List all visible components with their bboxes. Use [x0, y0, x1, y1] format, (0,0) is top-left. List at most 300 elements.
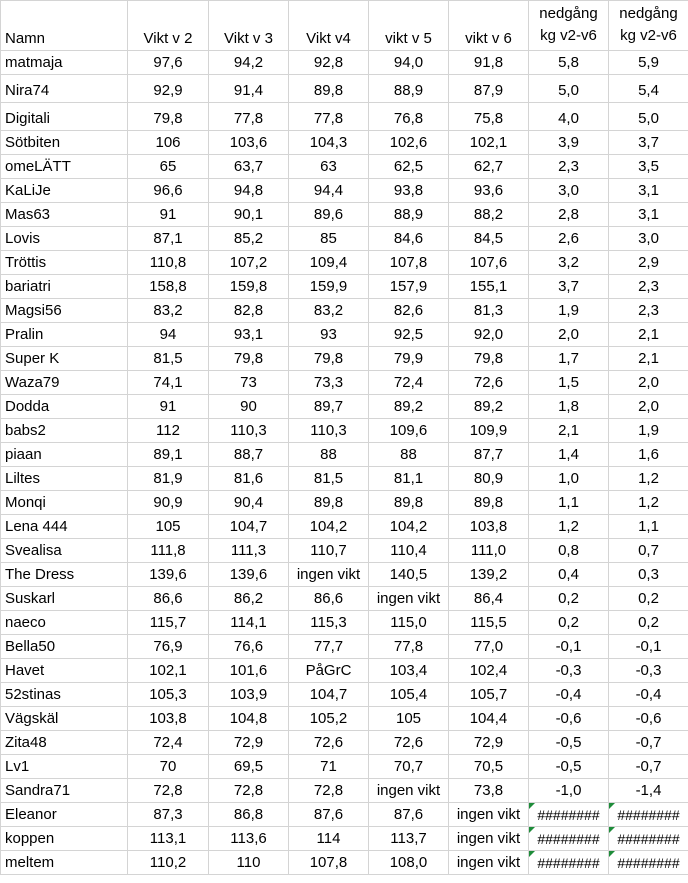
header-v5[interactable]: vikt v 5: [369, 1, 449, 51]
cell-weight-v6[interactable]: 104,4: [449, 707, 529, 731]
cell-loss-1[interactable]: 1,2: [529, 515, 609, 539]
cell-loss-2[interactable]: 1,2: [609, 467, 688, 491]
cell-loss-1[interactable]: 0,2: [529, 587, 609, 611]
cell-loss-1[interactable]: 0,2: [529, 611, 609, 635]
cell-weight-v6[interactable]: 77,0: [449, 635, 529, 659]
cell-weight-v3[interactable]: 103,9: [209, 683, 289, 707]
cell-weight-v5[interactable]: 108,0: [369, 851, 449, 875]
cell-weight-v5[interactable]: 105,4: [369, 683, 449, 707]
cell-weight-v6[interactable]: ingen vikt: [449, 803, 529, 827]
cell-loss-1[interactable]: 1,5: [529, 371, 609, 395]
cell-weight-v5[interactable]: 157,9: [369, 275, 449, 299]
cell-loss-2[interactable]: 2,1: [609, 323, 688, 347]
cell-weight-v4[interactable]: 72,8: [289, 779, 369, 803]
cell-loss-1[interactable]: 2,6: [529, 227, 609, 251]
cell-loss-1[interactable]: 3,7: [529, 275, 609, 299]
cell-weight-v3[interactable]: 107,2: [209, 251, 289, 275]
table-row: [1, 635, 688, 659]
cell-weight-v6[interactable]: 91,8: [449, 51, 529, 75]
cell-loss-1[interactable]: 5,8: [529, 51, 609, 75]
cell-weight-v5[interactable]: 84,6: [369, 227, 449, 251]
cell-weight-v4[interactable]: 114: [289, 827, 369, 851]
cell-loss-2[interactable]: 2,0: [609, 371, 688, 395]
cell-weight-v2[interactable]: 105,3: [128, 683, 209, 707]
cell-weight-v2[interactable]: 91: [128, 395, 209, 419]
cell-weight-v2[interactable]: 110,2: [128, 851, 209, 875]
cell-weight-v5[interactable]: 82,6: [369, 299, 449, 323]
cell-name[interactable]: Zita48: [1, 731, 128, 755]
cell-name[interactable]: bariatri: [1, 275, 128, 299]
cell-weight-v2[interactable]: 65: [128, 155, 209, 179]
cell-loss-1[interactable]: 4,0: [529, 103, 609, 131]
cell-weight-v4[interactable]: 104,7: [289, 683, 369, 707]
cell-loss-2[interactable]: 2,1: [609, 347, 688, 371]
overflow-value: ########: [537, 807, 600, 823]
cell-weight-v4[interactable]: 107,8: [289, 851, 369, 875]
cell-weight-v3[interactable]: 114,1: [209, 611, 289, 635]
cell-weight-v5[interactable]: 88: [369, 443, 449, 467]
cell-weight-v6[interactable]: 88,2: [449, 203, 529, 227]
cell-weight-v5[interactable]: 89,2: [369, 395, 449, 419]
cell-weight-v2[interactable]: 102,1: [128, 659, 209, 683]
error-indicator-icon: [529, 851, 535, 857]
cell-loss-1[interactable]: [529, 827, 609, 851]
cell-loss-1[interactable]: 0,8: [529, 539, 609, 563]
cell-weight-v4[interactable]: 72,6: [289, 731, 369, 755]
cell-loss-2[interactable]: 0,2: [609, 587, 688, 611]
cell-weight-v4[interactable]: 88: [289, 443, 369, 467]
cell-name[interactable]: Monqi: [1, 491, 128, 515]
table-row: [1, 659, 688, 683]
cell-weight-v3[interactable]: 104,7: [209, 515, 289, 539]
cell-loss-2[interactable]: -0,7: [609, 755, 688, 779]
cell-weight-v3[interactable]: 86,2: [209, 587, 289, 611]
cell-weight-v3[interactable]: 139,6: [209, 563, 289, 587]
cell-weight-v4[interactable]: 94,4: [289, 179, 369, 203]
cell-weight-v3[interactable]: 77,8: [209, 103, 289, 131]
cell-weight-v5[interactable]: 110,4: [369, 539, 449, 563]
cell-weight-v6[interactable]: 89,8: [449, 491, 529, 515]
cell-loss-2[interactable]: 1,9: [609, 419, 688, 443]
cell-weight-v5[interactable]: 109,6: [369, 419, 449, 443]
cell-weight-v5[interactable]: 104,2: [369, 515, 449, 539]
cell-weight-v3[interactable]: 82,8: [209, 299, 289, 323]
table-row: [1, 851, 688, 875]
cell-loss-1[interactable]: -0,5: [529, 731, 609, 755]
cell-weight-v3[interactable]: 72,8: [209, 779, 289, 803]
cell-weight-v4[interactable]: 89,8: [289, 491, 369, 515]
cell-weight-v4[interactable]: 110,3: [289, 419, 369, 443]
header-v6[interactable]: vikt v 6: [449, 1, 529, 51]
cell-weight-v5[interactable]: 76,8: [369, 103, 449, 131]
cell-weight-v6[interactable]: ingen vikt: [449, 827, 529, 851]
cell-weight-v3[interactable]: 113,6: [209, 827, 289, 851]
cell-name[interactable]: Lv1: [1, 755, 128, 779]
header-v3[interactable]: Vikt v 3: [209, 1, 289, 51]
cell-weight-v4[interactable]: PåGrC: [289, 659, 369, 683]
header-v4[interactable]: Vikt v4: [289, 1, 369, 51]
cell-weight-v5[interactable]: 113,7: [369, 827, 449, 851]
cell-loss-2[interactable]: 3,0: [609, 227, 688, 251]
cell-weight-v6[interactable]: 81,3: [449, 299, 529, 323]
cell-name[interactable]: Sötbiten: [1, 131, 128, 155]
cell-loss-1[interactable]: 1,1: [529, 491, 609, 515]
cell-name[interactable]: Lena 444: [1, 515, 128, 539]
cell-weight-v6[interactable]: 84,5: [449, 227, 529, 251]
cell-weight-v3[interactable]: 94,8: [209, 179, 289, 203]
cell-weight-v6[interactable]: 92,0: [449, 323, 529, 347]
cell-weight-v6[interactable]: 109,9: [449, 419, 529, 443]
cell-loss-2[interactable]: 5,9: [609, 51, 688, 75]
cell-weight-v5[interactable]: 87,6: [369, 803, 449, 827]
cell-weight-v2[interactable]: 91: [128, 203, 209, 227]
cell-weight-v5[interactable]: 72,4: [369, 371, 449, 395]
cell-weight-v6[interactable]: 73,8: [449, 779, 529, 803]
cell-weight-v2[interactable]: 139,6: [128, 563, 209, 587]
cell-loss-2[interactable]: 3,1: [609, 179, 688, 203]
cell-weight-v2[interactable]: 86,6: [128, 587, 209, 611]
cell-weight-v5[interactable]: 103,4: [369, 659, 449, 683]
cell-weight-v3[interactable]: 94,2: [209, 51, 289, 75]
cell-weight-v5[interactable]: 62,5: [369, 155, 449, 179]
header-loss-1-line1: nedgång: [539, 5, 598, 22]
cell-name[interactable]: Nira74: [1, 75, 128, 103]
cell-loss-1[interactable]: [529, 851, 609, 875]
cell-name[interactable]: babs2: [1, 419, 128, 443]
cell-name[interactable]: Waza79: [1, 371, 128, 395]
cell-name[interactable]: 52stinas: [1, 683, 128, 707]
cell-weight-v4[interactable]: 73,3: [289, 371, 369, 395]
cell-weight-v5[interactable]: ingen vikt: [369, 779, 449, 803]
cell-weight-v3[interactable]: 86,8: [209, 803, 289, 827]
cell-weight-v5[interactable]: 88,9: [369, 203, 449, 227]
cell-loss-1[interactable]: 3,0: [529, 179, 609, 203]
cell-weight-v6[interactable]: 72,9: [449, 731, 529, 755]
cell-weight-v2[interactable]: 106: [128, 131, 209, 155]
cell-name[interactable]: Lovis: [1, 227, 128, 251]
cell-weight-v4[interactable]: 85: [289, 227, 369, 251]
cell-weight-v2[interactable]: 111,8: [128, 539, 209, 563]
cell-weight-v6[interactable]: 87,9: [449, 75, 529, 103]
error-indicator-icon: [609, 851, 615, 857]
cell-weight-v3[interactable]: 159,8: [209, 275, 289, 299]
cell-loss-1[interactable]: 5,0: [529, 75, 609, 103]
cell-loss-2[interactable]: 3,1: [609, 203, 688, 227]
cell-name[interactable]: Eleanor: [1, 803, 128, 827]
cell-name[interactable]: matmaja: [1, 51, 128, 75]
cell-loss-2[interactable]: 2,3: [609, 299, 688, 323]
cell-weight-v2[interactable]: 79,8: [128, 103, 209, 131]
cell-loss-1[interactable]: 2,8: [529, 203, 609, 227]
cell-loss-2[interactable]: 2,0: [609, 395, 688, 419]
cell-loss-2[interactable]: [609, 803, 688, 827]
cell-weight-v2[interactable]: 94: [128, 323, 209, 347]
cell-weight-v5[interactable]: 88,9: [369, 75, 449, 103]
cell-weight-v6[interactable]: 102,1: [449, 131, 529, 155]
cell-weight-v3[interactable]: 76,6: [209, 635, 289, 659]
cell-weight-v5[interactable]: 102,6: [369, 131, 449, 155]
cell-loss-2[interactable]: 1,6: [609, 443, 688, 467]
cell-loss-1[interactable]: -0,3: [529, 659, 609, 683]
cell-loss-1[interactable]: 3,9: [529, 131, 609, 155]
cell-weight-v3[interactable]: 103,6: [209, 131, 289, 155]
cell-name[interactable]: Mas63: [1, 203, 128, 227]
cell-weight-v2[interactable]: 81,5: [128, 347, 209, 371]
cell-weight-v3[interactable]: 110,3: [209, 419, 289, 443]
cell-weight-v4[interactable]: 105,2: [289, 707, 369, 731]
cell-weight-v3[interactable]: 85,2: [209, 227, 289, 251]
cell-loss-2[interactable]: 2,3: [609, 275, 688, 299]
cell-weight-v4[interactable]: 83,2: [289, 299, 369, 323]
cell-weight-v4[interactable]: 89,7: [289, 395, 369, 419]
header-loss-2[interactable]: [609, 1, 688, 51]
cell-weight-v4[interactable]: 89,6: [289, 203, 369, 227]
cell-weight-v3[interactable]: 104,8: [209, 707, 289, 731]
cell-weight-v3[interactable]: 111,3: [209, 539, 289, 563]
table-row: [1, 563, 688, 587]
cell-weight-v5[interactable]: 140,5: [369, 563, 449, 587]
cell-loss-2[interactable]: 3,7: [609, 131, 688, 155]
table-row: [1, 51, 688, 75]
cell-name[interactable]: Magsi56: [1, 299, 128, 323]
cell-loss-2[interactable]: 2,9: [609, 251, 688, 275]
table-row: [1, 755, 688, 779]
cell-weight-v6[interactable]: 86,4: [449, 587, 529, 611]
cell-weight-v4[interactable]: 63: [289, 155, 369, 179]
cell-loss-2[interactable]: 5,0: [609, 103, 688, 131]
error-indicator-icon: [529, 803, 535, 809]
cell-weight-v3[interactable]: 81,6: [209, 467, 289, 491]
cell-weight-v2[interactable]: 76,9: [128, 635, 209, 659]
cell-weight-v4[interactable]: 77,7: [289, 635, 369, 659]
cell-weight-v3[interactable]: 69,5: [209, 755, 289, 779]
cell-weight-v5[interactable]: 70,7: [369, 755, 449, 779]
cell-weight-v3[interactable]: 79,8: [209, 347, 289, 371]
cell-weight-v2[interactable]: 113,1: [128, 827, 209, 851]
cell-weight-v4[interactable]: 110,7: [289, 539, 369, 563]
header-v2[interactable]: Vikt v 2: [128, 1, 209, 51]
cell-weight-v5[interactable]: ingen vikt: [369, 587, 449, 611]
cell-weight-v6[interactable]: 62,7: [449, 155, 529, 179]
cell-loss-2[interactable]: 3,5: [609, 155, 688, 179]
cell-weight-v6[interactable]: 107,6: [449, 251, 529, 275]
cell-weight-v3[interactable]: 63,7: [209, 155, 289, 179]
cell-weight-v6[interactable]: 70,5: [449, 755, 529, 779]
cell-weight-v3[interactable]: 101,6: [209, 659, 289, 683]
cell-name[interactable]: naeco: [1, 611, 128, 635]
cell-weight-v4[interactable]: 159,9: [289, 275, 369, 299]
header-loss-2-line2: kg v2-v6: [620, 27, 677, 44]
cell-loss-1[interactable]: -0,1: [529, 635, 609, 659]
cell-weight-v3[interactable]: 72,9: [209, 731, 289, 755]
cell-weight-v2[interactable]: 72,4: [128, 731, 209, 755]
cell-weight-v5[interactable]: 93,8: [369, 179, 449, 203]
cell-weight-v5[interactable]: 92,5: [369, 323, 449, 347]
cell-loss-2[interactable]: 0,2: [609, 611, 688, 635]
cell-weight-v2[interactable]: 158,8: [128, 275, 209, 299]
cell-weight-v4[interactable]: 87,6: [289, 803, 369, 827]
cell-weight-v6[interactable]: 139,2: [449, 563, 529, 587]
cell-name[interactable]: Vägskäl: [1, 707, 128, 731]
cell-weight-v2[interactable]: 92,9: [128, 75, 209, 103]
cell-weight-v2[interactable]: 96,6: [128, 179, 209, 203]
cell-weight-v2[interactable]: 115,7: [128, 611, 209, 635]
cell-weight-v4[interactable]: 89,8: [289, 75, 369, 103]
cell-weight-v6[interactable]: 87,7: [449, 443, 529, 467]
cell-loss-1[interactable]: 0,4: [529, 563, 609, 587]
cell-loss-2[interactable]: 1,2: [609, 491, 688, 515]
cell-weight-v4[interactable]: 92,8: [289, 51, 369, 75]
cell-weight-v4[interactable]: ingen vikt: [289, 563, 369, 587]
cell-weight-v3[interactable]: 73: [209, 371, 289, 395]
cell-weight-v6[interactable]: 111,0: [449, 539, 529, 563]
cell-weight-v6[interactable]: ingen vikt: [449, 851, 529, 875]
cell-weight-v5[interactable]: 81,1: [369, 467, 449, 491]
cell-weight-v6[interactable]: 105,7: [449, 683, 529, 707]
cell-loss-2[interactable]: 0,3: [609, 563, 688, 587]
cell-loss-2[interactable]: -0,7: [609, 731, 688, 755]
cell-loss-2[interactable]: -0,6: [609, 707, 688, 731]
cell-name[interactable]: Dodda: [1, 395, 128, 419]
cell-weight-v6[interactable]: 115,5: [449, 611, 529, 635]
cell-weight-v5[interactable]: 105: [369, 707, 449, 731]
cell-weight-v3[interactable]: 88,7: [209, 443, 289, 467]
cell-weight-v6[interactable]: 79,8: [449, 347, 529, 371]
cell-weight-v2[interactable]: 90,9: [128, 491, 209, 515]
cell-weight-v2[interactable]: 87,3: [128, 803, 209, 827]
cell-weight-v4[interactable]: 104,3: [289, 131, 369, 155]
cell-weight-v4[interactable]: 93: [289, 323, 369, 347]
cell-weight-v2[interactable]: 110,8: [128, 251, 209, 275]
cell-weight-v5[interactable]: 79,9: [369, 347, 449, 371]
cell-weight-v4[interactable]: 115,3: [289, 611, 369, 635]
cell-loss-2[interactable]: -1,4: [609, 779, 688, 803]
cell-loss-1[interactable]: 1,4: [529, 443, 609, 467]
cell-weight-v4[interactable]: 71: [289, 755, 369, 779]
cell-weight-v3[interactable]: 93,1: [209, 323, 289, 347]
cell-weight-v3[interactable]: 91,4: [209, 75, 289, 103]
cell-weight-v4[interactable]: 81,5: [289, 467, 369, 491]
cell-name[interactable]: Super K: [1, 347, 128, 371]
cell-weight-v5[interactable]: 72,6: [369, 731, 449, 755]
cell-weight-v6[interactable]: 103,8: [449, 515, 529, 539]
cell-weight-v2[interactable]: 105: [128, 515, 209, 539]
cell-weight-v4[interactable]: 86,6: [289, 587, 369, 611]
cell-weight-v2[interactable]: 74,1: [128, 371, 209, 395]
header-loss-1[interactable]: [529, 1, 609, 51]
cell-name[interactable]: piaan: [1, 443, 128, 467]
cell-loss-1[interactable]: -0,5: [529, 755, 609, 779]
cell-weight-v3[interactable]: 90: [209, 395, 289, 419]
cell-weight-v6[interactable]: 102,4: [449, 659, 529, 683]
cell-loss-2[interactable]: [609, 827, 688, 851]
cell-weight-v2[interactable]: 70: [128, 755, 209, 779]
cell-weight-v2[interactable]: 83,2: [128, 299, 209, 323]
cell-loss-1[interactable]: -1,0: [529, 779, 609, 803]
cell-name[interactable]: meltem: [1, 851, 128, 875]
cell-loss-1[interactable]: 2,1: [529, 419, 609, 443]
cell-weight-v6[interactable]: 80,9: [449, 467, 529, 491]
cell-name[interactable]: The Dress: [1, 563, 128, 587]
cell-loss-1[interactable]: 1,8: [529, 395, 609, 419]
cell-loss-1[interactable]: 1,0: [529, 467, 609, 491]
cell-weight-v6[interactable]: 155,1: [449, 275, 529, 299]
overflow-value: ########: [537, 855, 600, 871]
cell-name[interactable]: Sandra71: [1, 779, 128, 803]
cell-weight-v2[interactable]: 112: [128, 419, 209, 443]
cell-weight-v5[interactable]: 89,8: [369, 491, 449, 515]
cell-loss-1[interactable]: [529, 803, 609, 827]
cell-name[interactable]: Liltes: [1, 467, 128, 491]
cell-weight-v4[interactable]: 79,8: [289, 347, 369, 371]
cell-loss-2[interactable]: [609, 851, 688, 875]
table-row: [1, 227, 688, 251]
overflow-value: ########: [617, 807, 680, 823]
cell-loss-1[interactable]: 3,2: [529, 251, 609, 275]
header-name[interactable]: Namn: [1, 1, 128, 51]
cell-weight-v2[interactable]: 89,1: [128, 443, 209, 467]
cell-name[interactable]: Digitali: [1, 103, 128, 131]
cell-weight-v5[interactable]: 94,0: [369, 51, 449, 75]
cell-loss-1[interactable]: 1,7: [529, 347, 609, 371]
cell-weight-v6[interactable]: 93,6: [449, 179, 529, 203]
cell-weight-v3[interactable]: 110: [209, 851, 289, 875]
cell-weight-v4[interactable]: 77,8: [289, 103, 369, 131]
cell-weight-v6[interactable]: 72,6: [449, 371, 529, 395]
cell-name[interactable]: omeLÄTT: [1, 155, 128, 179]
cell-loss-2[interactable]: -0,1: [609, 635, 688, 659]
cell-loss-2[interactable]: -0,4: [609, 683, 688, 707]
cell-loss-1[interactable]: -0,6: [529, 707, 609, 731]
cell-weight-v6[interactable]: 89,2: [449, 395, 529, 419]
cell-weight-v3[interactable]: 90,4: [209, 491, 289, 515]
cell-name[interactable]: Bella50: [1, 635, 128, 659]
cell-loss-2[interactable]: 1,1: [609, 515, 688, 539]
cell-name[interactable]: Suskarl: [1, 587, 128, 611]
cell-weight-v2[interactable]: 87,1: [128, 227, 209, 251]
cell-name[interactable]: Tröttis: [1, 251, 128, 275]
cell-name[interactable]: Havet: [1, 659, 128, 683]
cell-weight-v2[interactable]: 97,6: [128, 51, 209, 75]
cell-loss-1[interactable]: 1,9: [529, 299, 609, 323]
cell-loss-1[interactable]: 2,3: [529, 155, 609, 179]
overflow-value: ########: [537, 831, 600, 847]
cell-weight-v2[interactable]: 103,8: [128, 707, 209, 731]
table-row: [1, 75, 688, 103]
cell-weight-v2[interactable]: 72,8: [128, 779, 209, 803]
table-row: [1, 323, 688, 347]
cell-weight-v4[interactable]: 104,2: [289, 515, 369, 539]
table-row: [1, 419, 688, 443]
cell-loss-2[interactable]: 5,4: [609, 75, 688, 103]
cell-loss-1[interactable]: -0,4: [529, 683, 609, 707]
cell-name[interactable]: Svealisa: [1, 539, 128, 563]
cell-name[interactable]: Pralin: [1, 323, 128, 347]
cell-weight-v3[interactable]: 90,1: [209, 203, 289, 227]
cell-weight-v6[interactable]: 75,8: [449, 103, 529, 131]
cell-loss-2[interactable]: 0,7: [609, 539, 688, 563]
cell-weight-v5[interactable]: 107,8: [369, 251, 449, 275]
table-body: [1, 51, 688, 875]
cell-weight-v2[interactable]: 81,9: [128, 467, 209, 491]
cell-weight-v5[interactable]: 115,0: [369, 611, 449, 635]
cell-name[interactable]: koppen: [1, 827, 128, 851]
cell-name[interactable]: KaLiJe: [1, 179, 128, 203]
cell-weight-v5[interactable]: 77,8: [369, 635, 449, 659]
cell-loss-2[interactable]: -0,3: [609, 659, 688, 683]
cell-weight-v4[interactable]: 109,4: [289, 251, 369, 275]
cell-loss-1[interactable]: 2,0: [529, 323, 609, 347]
